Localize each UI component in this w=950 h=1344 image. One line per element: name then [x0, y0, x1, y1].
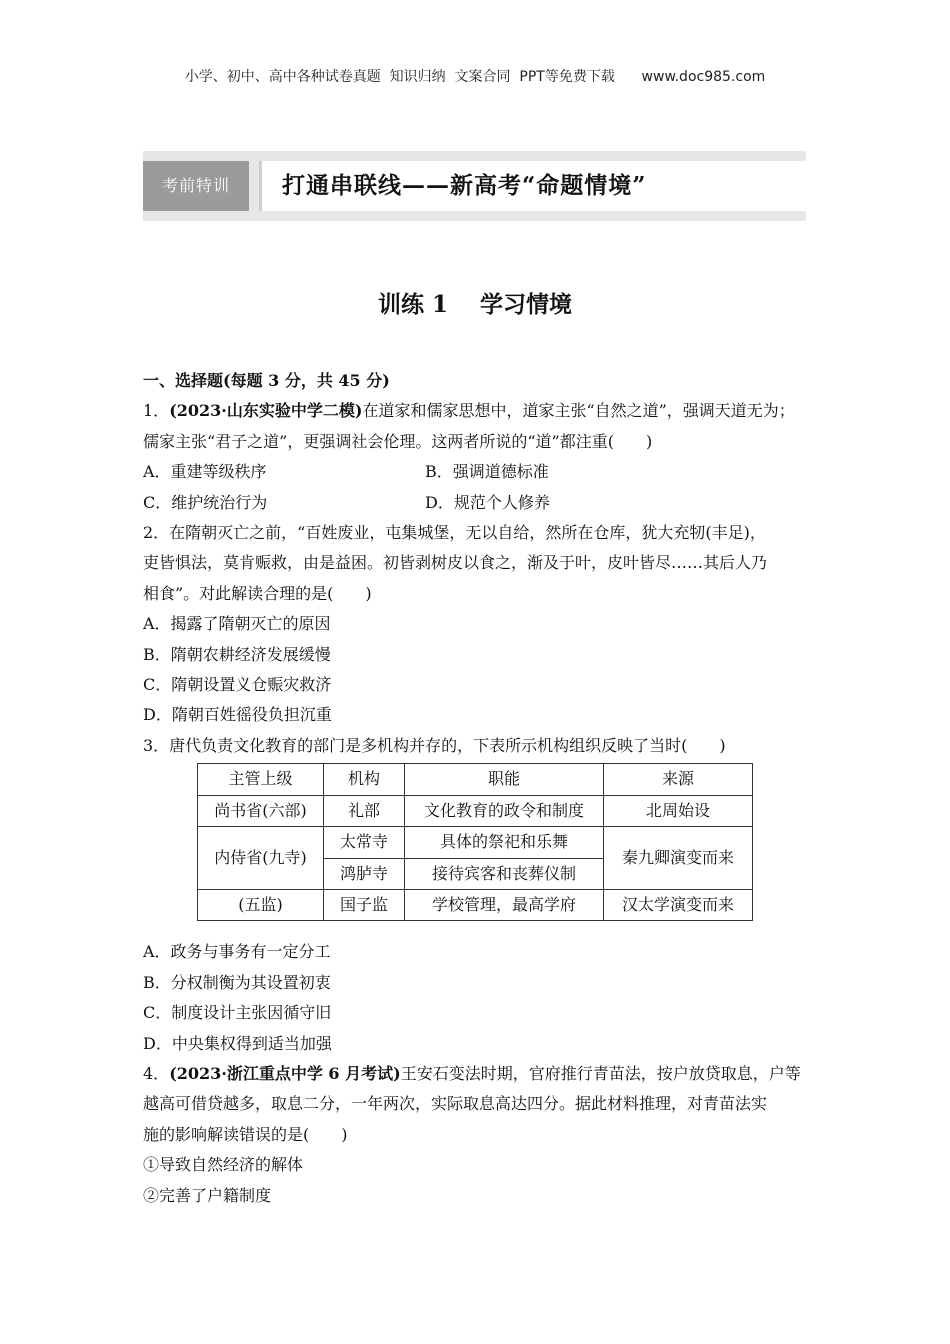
question-1-line-1 — [143, 396, 818, 426]
table-row — [198, 889, 753, 920]
table-row — [198, 795, 753, 826]
question-3-line-1: 3．唐代负责文化教育的部门是多机构并存的，下表所示机构组织反映了当时( ) — [143, 735, 726, 755]
site-banner: 小学、初中、高中各种试卷真题 知识归纳 文案合同 PPT等免费下载 www.doc985.com — [184, 69, 766, 85]
option-c: C．制度设计主张因循守旧 — [143, 1003, 332, 1023]
table-cell: 鸿胪寺 — [324, 858, 405, 889]
question-1-options-row-1 — [143, 457, 818, 487]
option-c: C．维护统治行为 — [143, 492, 268, 512]
question-source: (2023·山东实验中学二模) — [169, 401, 363, 421]
table-header: 职能 — [405, 764, 604, 795]
table-cell: 国子监 — [324, 889, 405, 920]
table-cell: 接待宾客和丧葬仪制 — [405, 858, 604, 889]
question-4-line-1 — [143, 1059, 818, 1089]
question-2-line-1: 2．在隋朝灭亡之前，“百姓废业，屯集城堡，无以自给，然所在仓库，犹大充牣(丰足)， — [143, 523, 766, 543]
table-cell: 礼部 — [324, 795, 405, 826]
table-header-row — [198, 764, 753, 795]
table-cell: 尚书省(六部) — [198, 795, 324, 826]
option-a: A．政务与事务有一定分工 — [143, 942, 331, 962]
table-cell: 太常寺 — [324, 827, 405, 858]
option-a: A．重建等级秩序 — [143, 462, 267, 482]
table-cell: 内侍省(九寺) — [198, 827, 324, 890]
statement-2: ②完善了户籍制度 — [143, 1185, 272, 1205]
question-4-line-3: 施的影响解读错误的是( ) — [143, 1124, 348, 1144]
question-2-line-2: 吏皆惧法，莫肯赈救，由是益困。初皆剥树皮以食之，渐及于叶，皮叶皆尽……其后人乃 — [143, 553, 768, 573]
question-1-line-2: 儒家主张“君子之道”，更强调社会伦理。这两者所说的“道”都注重( ) — [143, 431, 653, 451]
table-cell: (五监) — [198, 889, 324, 920]
question-number: 4． — [143, 1063, 170, 1083]
table-header: 机构 — [324, 764, 405, 795]
table-cell: 具体的祭祀和乐舞 — [405, 827, 604, 858]
option-b: B．分权制衡为其设置初衷 — [143, 972, 331, 992]
table-cell: 汉太学演变而来 — [604, 889, 753, 920]
option-c: C．隋朝设置义仓赈灾救济 — [143, 675, 332, 695]
table-header: 主管上级 — [198, 764, 324, 795]
question-1-options-row-2 — [143, 488, 818, 518]
question-2-line-3: 相食”。对此解读合理的是( ) — [143, 583, 372, 603]
option-b: B．隋朝农耕经济发展缓慢 — [143, 644, 331, 664]
question-text: 在道家和儒家思想中，道家主张“自然之道”，强调天道无为； — [362, 401, 795, 421]
table-cell: 秦九卿演变而来 — [604, 827, 753, 890]
header-tag: 考前特训 — [143, 161, 249, 211]
section-title: 训练 1 学习情境 — [377, 291, 573, 318]
option-d: D．隋朝百姓徭役负担沉重 — [143, 705, 332, 725]
option-d: D．规范个人修养 — [425, 492, 550, 512]
table-header: 来源 — [604, 764, 753, 795]
institution-table — [197, 763, 753, 921]
table-row — [198, 827, 753, 858]
question-number: 1． — [143, 401, 170, 421]
table-cell: 北周始设 — [604, 795, 753, 826]
question-text: 王安石变法时期，官府推行青苗法，按户放贷取息，户等 — [400, 1063, 801, 1083]
part-heading: 一、选择题(每题 3 分，共 45 分) — [143, 371, 390, 390]
question-content — [143, 366, 818, 1211]
option-d: D．中央集权得到适当加强 — [143, 1033, 332, 1053]
question-4-line-2: 越高可借贷越多，取息二分，一年两次，实际取息高达四分。据此材料推理，对青苗法实 — [143, 1094, 768, 1114]
option-a: A．揭露了隋朝灭亡的原因 — [143, 614, 331, 634]
header-title: 打通串联线——新高考“命题情境” — [282, 172, 647, 199]
table-cell: 文化教育的政令和制度 — [405, 795, 604, 826]
statement-1: ①导致自然经济的解体 — [143, 1155, 304, 1175]
question-source: (2023·浙江重点中学 6 月考试) — [169, 1063, 401, 1083]
table-cell: 学校管理，最高学府 — [405, 889, 604, 920]
option-b: B．强调道德标准 — [425, 462, 549, 482]
